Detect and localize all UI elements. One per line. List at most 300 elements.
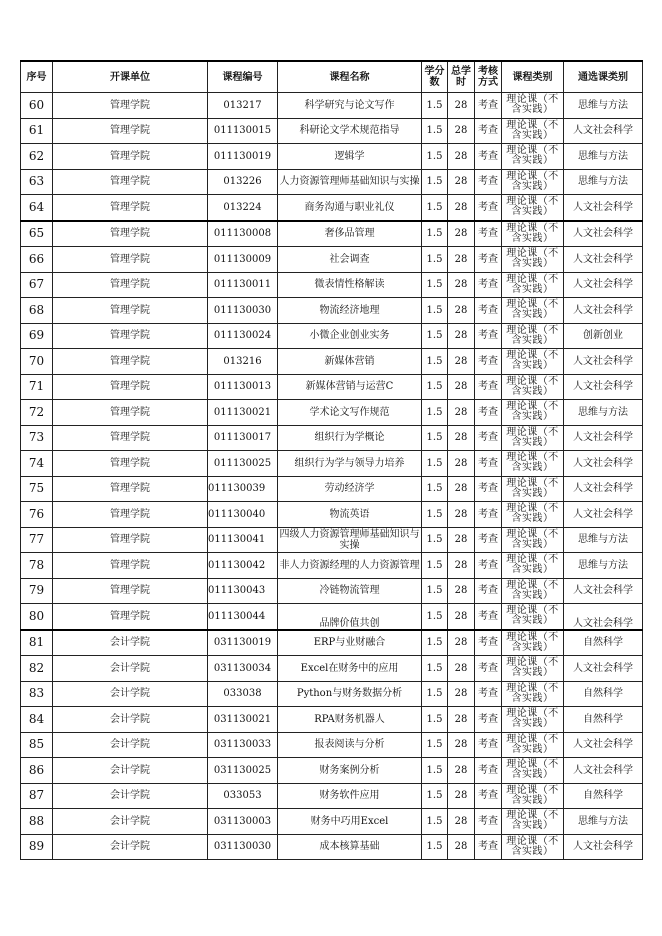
table-row <box>21 298 643 324</box>
cell-course-name: 冷链物流管理 <box>278 578 422 604</box>
table-row <box>21 630 643 656</box>
cell-credits: 1.5 <box>422 93 448 119</box>
table-row <box>21 169 643 195</box>
cell-department: 管理学院 <box>53 502 208 528</box>
cell-hours: 28 <box>448 93 475 119</box>
cell-course-type: 理论课（不含实践） <box>502 681 564 707</box>
cell-index: 84 <box>21 707 53 733</box>
cell-elective-category: 人文社会科学 <box>564 118 643 144</box>
cell-hours: 28 <box>448 758 475 784</box>
cell-course-code: 011130011 <box>208 272 278 298</box>
cell-assessment: 考查 <box>475 93 502 119</box>
cell-course-name: 成本核算基础 <box>278 834 422 860</box>
cell-credits: 1.5 <box>422 425 448 451</box>
cell-index: 73 <box>21 425 53 451</box>
cell-assessment: 考查 <box>475 400 502 426</box>
cell-department: 管理学院 <box>53 247 208 273</box>
cell-department: 管理学院 <box>53 169 208 195</box>
cell-course-name: 社会调查 <box>278 247 422 273</box>
cell-credits: 1.5 <box>422 323 448 349</box>
cell-course-code: 011130025 <box>208 451 278 477</box>
cell-course-code: 033053 <box>208 783 278 809</box>
cell-course-type: 理论课（不含实践） <box>502 272 564 298</box>
cell-elective-category: 人文社会科学 <box>564 272 643 298</box>
cell-assessment: 考查 <box>475 527 502 553</box>
cell-course-code: 011130021 <box>208 400 278 426</box>
cell-course-name: 四级人力资源管理师基础知识与实操 <box>279 528 420 551</box>
cell-course-type: 理论课（不含实践） <box>502 476 564 502</box>
cell-credits: 1.5 <box>422 502 448 528</box>
cell-assessment: 考查 <box>475 298 502 324</box>
cell-credits: 1.5 <box>422 630 448 656</box>
cell-elective-category: 人文社会科学 <box>564 476 643 502</box>
cell-hours: 28 <box>448 169 475 195</box>
table-row <box>21 656 643 682</box>
cell-course-type: 理论课（不含实践） <box>502 578 564 604</box>
cell-course-type: 理论课（不含实践） <box>502 221 564 247</box>
cell-department: 会计学院 <box>53 656 208 682</box>
cell-credits: 1.5 <box>422 118 448 144</box>
cell-index: 80 <box>21 604 53 630</box>
cell-course-code: 013217 <box>208 93 278 119</box>
table-row <box>21 681 643 707</box>
cell-assessment: 考查 <box>475 476 502 502</box>
cell-credits: 1.5 <box>422 195 448 221</box>
cell-index: 79 <box>21 578 53 604</box>
cell-index: 61 <box>21 118 53 144</box>
cell-assessment: 考查 <box>475 834 502 860</box>
cell-credits: 1.5 <box>422 783 448 809</box>
cell-hours: 28 <box>448 604 475 630</box>
table-row <box>21 758 643 784</box>
cell-assessment: 考查 <box>475 707 502 733</box>
cell-course-code: 011130008 <box>208 221 278 247</box>
cell-course-type: 理论课（不含实践） <box>502 732 564 758</box>
cell-course-code: 031130033 <box>208 732 278 758</box>
cell-department: 管理学院 <box>53 451 208 477</box>
cell-index: 72 <box>21 400 53 426</box>
cell-credits: 1.5 <box>422 374 448 400</box>
cell-department: 管理学院 <box>53 118 208 144</box>
cell-credits: 1.5 <box>422 553 448 579</box>
cell-course-type: 理论课（不含实践） <box>502 400 564 426</box>
cell-index: 75 <box>21 476 53 502</box>
cell-department: 管理学院 <box>53 476 208 502</box>
cell-course-type: 理论课（不含实践） <box>502 502 564 528</box>
cell-elective-category: 人文社会科学 <box>564 834 643 860</box>
cell-index: 76 <box>21 502 53 528</box>
header-course-name: 课程名称 <box>278 61 422 93</box>
cell-hours: 28 <box>448 502 475 528</box>
cell-course-code: 011130015 <box>208 118 278 144</box>
table-row <box>21 349 643 375</box>
cell-hours: 28 <box>448 118 475 144</box>
cell-credits: 1.5 <box>422 476 448 502</box>
cell-department: 会计学院 <box>53 681 208 707</box>
table-row <box>21 578 643 604</box>
cell-course-name: Python与财务数据分析 <box>278 681 422 707</box>
table-row <box>21 93 643 119</box>
cell-elective-category: 思维与方法 <box>564 400 643 426</box>
header-course-code: 课程编号 <box>208 61 278 93</box>
cell-course-code: 011130044 <box>208 604 278 630</box>
cell-course-name: 财务中巧用Excel <box>278 809 422 835</box>
cell-elective-category: 人文社会科学 <box>564 195 643 221</box>
table-row <box>21 476 643 502</box>
table-row <box>21 553 643 579</box>
cell-hours: 28 <box>448 298 475 324</box>
table-row <box>21 707 643 733</box>
cell-elective-category: 思维与方法 <box>564 169 643 195</box>
table-row <box>21 195 643 221</box>
cell-hours: 28 <box>448 578 475 604</box>
header-hours: 总学时 <box>448 61 475 93</box>
cell-assessment: 考查 <box>475 272 502 298</box>
cell-index: 66 <box>21 247 53 273</box>
cell-hours: 28 <box>448 323 475 349</box>
cell-index: 65 <box>21 221 53 247</box>
cell-index: 67 <box>21 272 53 298</box>
cell-assessment: 考查 <box>475 656 502 682</box>
cell-department: 会计学院 <box>53 783 208 809</box>
cell-credits: 1.5 <box>422 656 448 682</box>
cell-elective-category: 自然科学 <box>564 707 643 733</box>
cell-department: 会计学院 <box>53 732 208 758</box>
cell-index: 82 <box>21 656 53 682</box>
course-table <box>20 60 643 860</box>
cell-credits: 1.5 <box>422 451 448 477</box>
cell-course-type: 理论课（不含实践） <box>502 656 564 682</box>
cell-index: 60 <box>21 93 53 119</box>
cell-course-name: 物流经济地理 <box>278 298 422 324</box>
cell-assessment: 考查 <box>475 783 502 809</box>
cell-assessment: 考查 <box>475 169 502 195</box>
cell-course-name: 奢侈品管理 <box>278 221 422 247</box>
cell-hours: 28 <box>448 195 475 221</box>
cell-assessment: 考查 <box>475 247 502 273</box>
cell-hours: 28 <box>448 681 475 707</box>
cell-index: 71 <box>21 374 53 400</box>
cell-hours: 28 <box>448 809 475 835</box>
table-row <box>21 451 643 477</box>
cell-department: 会计学院 <box>53 707 208 733</box>
table-row <box>21 400 643 426</box>
header-credits: 学分数 <box>422 61 448 93</box>
cell-course-type: 理论课（不含实践） <box>502 93 564 119</box>
cell-elective-category: 人文社会科学 <box>564 451 643 477</box>
cell-assessment: 考查 <box>475 681 502 707</box>
cell-index: 63 <box>21 169 53 195</box>
cell-hours: 28 <box>448 349 475 375</box>
cell-course-code: 031130019 <box>208 630 278 656</box>
cell-hours: 28 <box>448 630 475 656</box>
cell-course-name: 报表阅读与分析 <box>278 732 422 758</box>
cell-department: 管理学院 <box>53 195 208 221</box>
table-row <box>21 527 643 553</box>
cell-department: 管理学院 <box>53 425 208 451</box>
cell-index: 64 <box>21 195 53 221</box>
cell-course-name: 劳动经济学 <box>278 476 422 502</box>
cell-elective-category: 人文社会科学 <box>564 758 643 784</box>
cell-hours: 28 <box>448 374 475 400</box>
cell-course-code: 011130019 <box>208 144 278 170</box>
cell-elective-category: 自然科学 <box>564 783 643 809</box>
cell-assessment: 考查 <box>475 604 502 630</box>
cell-credits: 1.5 <box>422 144 448 170</box>
cell-course-type: 理论课（不含实践） <box>502 630 564 656</box>
cell-assessment: 考查 <box>475 374 502 400</box>
cell-assessment: 考查 <box>475 630 502 656</box>
cell-course-name: 财务软件应用 <box>278 783 422 809</box>
cell-course-code: 013224 <box>208 195 278 221</box>
cell-course-code: 031130030 <box>208 834 278 860</box>
cell-course-type: 理论课（不含实践） <box>502 374 564 400</box>
cell-course-name: 商务沟通与职业礼仪 <box>278 195 422 221</box>
cell-elective-category: 人文社会科学 <box>564 656 643 682</box>
cell-credits: 1.5 <box>422 349 448 375</box>
cell-assessment: 考查 <box>475 195 502 221</box>
cell-elective-category: 思维与方法 <box>564 809 643 835</box>
cell-course-code: 031130025 <box>208 758 278 784</box>
cell-elective-category: 人文社会科学 <box>564 247 643 273</box>
cell-course-name: 科研论文学术规范指导 <box>278 118 422 144</box>
cell-index: 89 <box>21 834 53 860</box>
cell-elective-category: 人文社会科学 <box>564 298 643 324</box>
table-row <box>21 374 643 400</box>
cell-course-type: 理论课（不含实践） <box>502 553 564 579</box>
cell-department: 管理学院 <box>53 349 208 375</box>
cell-course-code: 031130021 <box>208 707 278 733</box>
cell-elective-category: 思维与方法 <box>564 93 643 119</box>
cell-department: 管理学院 <box>53 272 208 298</box>
cell-elective-category: 人文社会科学 <box>564 349 643 375</box>
cell-course-code: 011130040 <box>208 502 278 528</box>
cell-course-name: 财务案例分析 <box>278 758 422 784</box>
cell-course-name: 新媒体营销 <box>278 349 422 375</box>
cell-index: 86 <box>21 758 53 784</box>
cell-course-type: 理论课（不含实践） <box>502 144 564 170</box>
cell-credits: 1.5 <box>422 298 448 324</box>
cell-index: 68 <box>21 298 53 324</box>
cell-elective-category: 思维与方法 <box>564 144 643 170</box>
cell-hours: 28 <box>448 451 475 477</box>
cell-department: 管理学院 <box>53 527 208 553</box>
cell-hours: 28 <box>448 247 475 273</box>
cell-hours: 28 <box>448 834 475 860</box>
cell-course-code: 011130024 <box>208 323 278 349</box>
cell-elective-category: 自然科学 <box>564 630 643 656</box>
cell-index: 69 <box>21 323 53 349</box>
cell-course-name: Excel在财务中的应用 <box>278 656 422 682</box>
table-row <box>21 604 643 630</box>
cell-course-code: 011130017 <box>208 425 278 451</box>
cell-course-type: 理论课（不含实践） <box>502 323 564 349</box>
cell-course-type: 理论课（不含实践） <box>502 349 564 375</box>
cell-hours: 28 <box>448 527 475 553</box>
cell-department: 管理学院 <box>53 221 208 247</box>
cell-credits: 1.5 <box>422 681 448 707</box>
cell-course-type: 理论课（不含实践） <box>502 425 564 451</box>
cell-course-name: 物流英语 <box>278 502 422 528</box>
cell-assessment: 考查 <box>475 758 502 784</box>
cell-index: 88 <box>21 809 53 835</box>
cell-assessment: 考查 <box>475 349 502 375</box>
cell-department: 会计学院 <box>53 834 208 860</box>
cell-assessment: 考查 <box>475 323 502 349</box>
cell-course-code: 011130041 <box>208 527 278 553</box>
cell-elective-category: 人文社会科学 <box>564 374 643 400</box>
cell-credits: 1.5 <box>422 221 448 247</box>
header-index: 序号 <box>21 61 53 93</box>
cell-credits: 1.5 <box>422 604 448 630</box>
cell-assessment: 考查 <box>475 553 502 579</box>
cell-hours: 28 <box>448 553 475 579</box>
cell-course-name: 组织行为学与领导力培养 <box>278 451 422 477</box>
cell-hours: 28 <box>448 425 475 451</box>
cell-department: 会计学院 <box>53 809 208 835</box>
cell-course-type: 理论课（不含实践） <box>502 834 564 860</box>
cell-index: 62 <box>21 144 53 170</box>
header-elective-category: 通选课类别 <box>564 61 643 93</box>
cell-course-type: 理论课（不含实践） <box>502 527 564 553</box>
cell-course-type: 理论课（不含实践） <box>502 118 564 144</box>
cell-course-type: 理论课（不含实践） <box>502 707 564 733</box>
header-assessment: 考核方式 <box>475 61 502 93</box>
table-row <box>21 144 643 170</box>
cell-department: 管理学院 <box>53 374 208 400</box>
cell-hours: 28 <box>448 400 475 426</box>
cell-assessment: 考查 <box>475 118 502 144</box>
header-department: 开课单位 <box>53 61 208 93</box>
cell-course-type: 理论课（不含实践） <box>502 169 564 195</box>
cell-hours: 28 <box>448 272 475 298</box>
table-row <box>21 425 643 451</box>
cell-course-type: 理论课（不含实践） <box>502 451 564 477</box>
cell-index: 70 <box>21 349 53 375</box>
cell-course-type: 理论课（不含实践） <box>502 195 564 221</box>
cell-credits: 1.5 <box>422 707 448 733</box>
cell-course-name: 小微企业创业实务 <box>278 323 422 349</box>
table-row <box>21 272 643 298</box>
cell-course-name: 品牌价值共创 <box>278 604 422 630</box>
cell-course-name: 组织行为学概论 <box>278 425 422 451</box>
table-row <box>21 118 643 144</box>
cell-course-name: 非人力资源经理的人力资源管理 <box>278 553 422 579</box>
cell-index: 74 <box>21 451 53 477</box>
cell-credits: 1.5 <box>422 732 448 758</box>
cell-course-name: RPA财务机器人 <box>278 707 422 733</box>
cell-course-name: 逻辑学 <box>278 144 422 170</box>
cell-index: 85 <box>21 732 53 758</box>
cell-elective-category: 自然科学 <box>564 681 643 707</box>
table-row <box>21 247 643 273</box>
cell-credits: 1.5 <box>422 527 448 553</box>
cell-assessment: 考查 <box>475 732 502 758</box>
cell-department: 管理学院 <box>53 298 208 324</box>
cell-assessment: 考查 <box>475 425 502 451</box>
cell-course-name: 新媒体营销与运营C <box>278 374 422 400</box>
cell-elective-category: 创新创业 <box>564 323 643 349</box>
cell-elective-category: 思维与方法 <box>564 553 643 579</box>
cell-credits: 1.5 <box>422 247 448 273</box>
table-row <box>21 502 643 528</box>
cell-course-type: 理论课（不含实践） <box>502 247 564 273</box>
cell-course-code: 011130030 <box>208 298 278 324</box>
cell-course-code: 031130034 <box>208 656 278 682</box>
cell-department: 管理学院 <box>53 553 208 579</box>
cell-index: 77 <box>21 527 53 553</box>
cell-course-code: 011130043 <box>208 578 278 604</box>
cell-assessment: 考查 <box>475 809 502 835</box>
cell-course-code: 033038 <box>208 681 278 707</box>
cell-department: 会计学院 <box>53 630 208 656</box>
cell-department: 管理学院 <box>53 400 208 426</box>
cell-hours: 28 <box>448 732 475 758</box>
cell-credits: 1.5 <box>422 758 448 784</box>
cell-course-code: 013226 <box>208 169 278 195</box>
cell-course-code: 013216 <box>208 349 278 375</box>
cell-assessment: 考查 <box>475 502 502 528</box>
cell-hours: 28 <box>448 656 475 682</box>
cell-course-code: 011130039 <box>208 476 278 502</box>
cell-course-name: 学术论文写作规范 <box>278 400 422 426</box>
cell-index: 81 <box>21 630 53 656</box>
cell-elective-category: 人文社会科学 <box>564 502 643 528</box>
cell-department: 管理学院 <box>53 93 208 119</box>
header-row <box>21 61 643 93</box>
table-row <box>21 323 643 349</box>
cell-hours: 28 <box>448 221 475 247</box>
cell-credits: 1.5 <box>422 578 448 604</box>
cell-course-type: 理论课（不含实践） <box>502 604 564 630</box>
cell-hours: 28 <box>448 783 475 809</box>
cell-course-type: 理论课（不含实践） <box>502 298 564 324</box>
header-course-type: 课程类别 <box>502 61 564 93</box>
table-row <box>21 834 643 860</box>
cell-department: 管理学院 <box>53 323 208 349</box>
cell-department: 管理学院 <box>53 578 208 604</box>
cell-course-code: 011130009 <box>208 247 278 273</box>
cell-index: 87 <box>21 783 53 809</box>
cell-course-name: 科学研究与论文写作 <box>278 93 422 119</box>
cell-hours: 28 <box>448 476 475 502</box>
cell-elective-category: 思维与方法 <box>564 527 643 553</box>
cell-course-code: 011130042 <box>208 553 278 579</box>
cell-elective-category: 人文社会科学 <box>564 604 643 630</box>
cell-department: 管理学院 <box>53 604 208 630</box>
cell-course-code: 031130003 <box>208 809 278 835</box>
cell-assessment: 考查 <box>475 221 502 247</box>
cell-course-name: 人力资源管理师基础知识与实操 <box>278 169 422 195</box>
cell-hours: 28 <box>448 144 475 170</box>
cell-course-type: 理论课（不含实践） <box>502 758 564 784</box>
cell-index: 78 <box>21 553 53 579</box>
cell-course-name: ERP与业财融合 <box>278 630 422 656</box>
table-row <box>21 783 643 809</box>
cell-course-code: 011130013 <box>208 374 278 400</box>
table-row <box>21 221 643 247</box>
cell-assessment: 考查 <box>475 451 502 477</box>
cell-department: 会计学院 <box>53 758 208 784</box>
cell-credits: 1.5 <box>422 400 448 426</box>
table-row <box>21 732 643 758</box>
cell-elective-category: 人文社会科学 <box>564 221 643 247</box>
cell-assessment: 考查 <box>475 578 502 604</box>
cell-credits: 1.5 <box>422 169 448 195</box>
cell-course-type: 理论课（不含实践） <box>502 783 564 809</box>
cell-credits: 1.5 <box>422 834 448 860</box>
cell-elective-category: 人文社会科学 <box>564 732 643 758</box>
